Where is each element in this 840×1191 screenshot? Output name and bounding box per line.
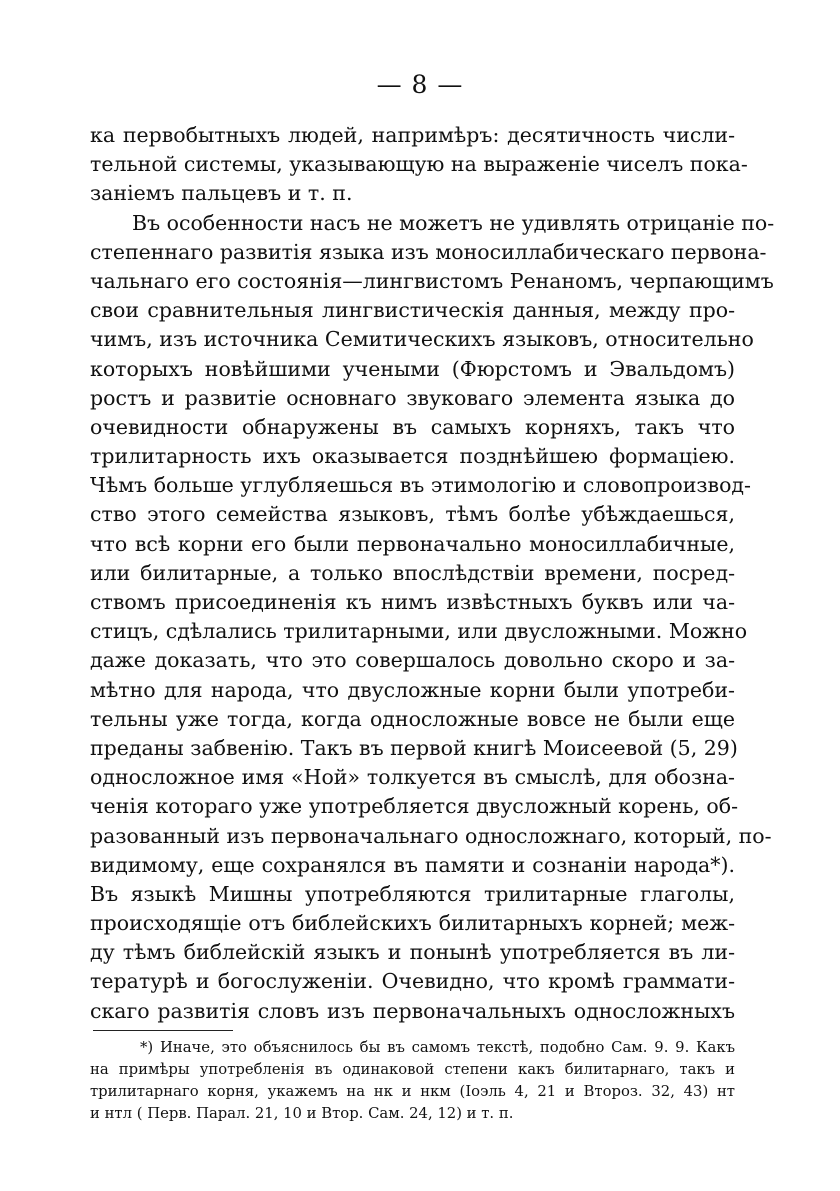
text-line: ченія котораго уже употребляется двусложный корень, об- [90,794,739,819]
footnote-line: трилитарнаго корня, укажемъ на нк и нкм (Іоэль 4, 21 и Второз. 32, 43) нт [90,1083,735,1100]
text-line: разованный изъ первоначальнаго односложнаго, который, по- [90,823,772,848]
text-line: или билитарные, а только впослѣдствіи времени, посред- [90,560,735,585]
text-line: тельной системы, указывающую на выраженіе чиселъ пока- [90,152,748,177]
text-line: очевидности обнаружены въ самыхъ корняхъ, такъ что [90,414,735,439]
text-line: происходящіе отъ библейскихъ билитарныхъ корней; меж- [90,911,735,936]
footnote-line: и нтл ( Перв. Парал. 21, 10 и Втор. Сам. 24, 12) и т. п. [90,1105,514,1122]
footnote-line: на примѣры употребленія въ одинаковой степени какъ билитарнаго, такъ и [90,1061,735,1078]
footnote-divider [93,1030,233,1031]
text-line: мѣтно для народа, что двусложные корни были употреби- [90,677,735,702]
text-line: что всѣ корни его были первоначально моносиллабичные, [90,531,735,556]
text-line: чальнаго его состоянія—лингвистомъ Ренаномъ, черпающимъ [90,268,774,293]
text-line: видимому, еще сохранялся въ памяти и сознаніи народа*). [90,852,735,877]
text-line: ка первобытныхъ людей, напримѣръ: десятичность числи- [90,123,735,147]
footnote [90,1037,735,1125]
text-line: чимъ, изъ источника Семитическихъ языковъ, относительно [90,327,754,352]
text-line: ствомъ присоединенія къ нимъ извѣстныхъ буквъ или ча- [90,590,735,614]
text-line: тельны уже тогда, когда односложные вовсе не были еще [90,706,735,731]
text-line: Въ особенности насъ не можетъ не удивлять отрицаніе по- [132,210,775,235]
text-line: которыхъ новѣйшими учеными (Фюрстомъ и Эвальдомъ) [90,356,735,381]
text-line: односложное имя «Ной» толкуется въ смыслѣ, для обозна- [90,765,735,790]
footnote-line: *) Иначе, это объяснилось бы въ самомъ текстѣ, подобно Сам. 9. 9. Какъ [140,1039,735,1056]
text-line: ростъ и развитіе основнаго звуковаго элемента языка до [90,385,735,410]
text-line: скаго развитія словъ изъ первоначальныхъ односложныхъ [90,998,735,1023]
text-line: ду тѣмъ библейскій языкъ и понынѣ употребляется въ ли- [90,940,735,965]
text-line: даже доказать, что это совершалось довольно скоро и за- [90,648,735,673]
text-line: стицъ, сдѣлались трилитарными, или двусложными. Можно [90,619,748,644]
text-line: трилитарность ихъ оказывается позднѣйшею формаціею. [90,444,735,469]
text-line: преданы забвенію. Такъ въ первой книгѣ Моисеевой (5, 29) [90,735,738,760]
text-line: Чѣмъ больше углубляешься въ этимологію и словопроизвод- [90,473,751,498]
text-line: тературѣ и богослуженіи. Очевидно, что кромѣ граммати- [90,969,735,994]
text-line: ство этого семейства языковъ, тѣмъ болѣе убѣждаешься, [90,502,735,527]
text-line: свои сравнительныя лингвистическія данныя, между про- [90,298,735,323]
text-line: степеннаго развитія языка изъ моносиллабическаго первона- [90,239,767,264]
main-text [90,121,775,1026]
page-number: — 8 — [376,70,464,99]
text-line: заніемъ пальцевъ и т. п. [90,181,353,206]
text-line: Въ языкѣ Мишны употребляются трилитарные глаголы, [90,881,735,906]
